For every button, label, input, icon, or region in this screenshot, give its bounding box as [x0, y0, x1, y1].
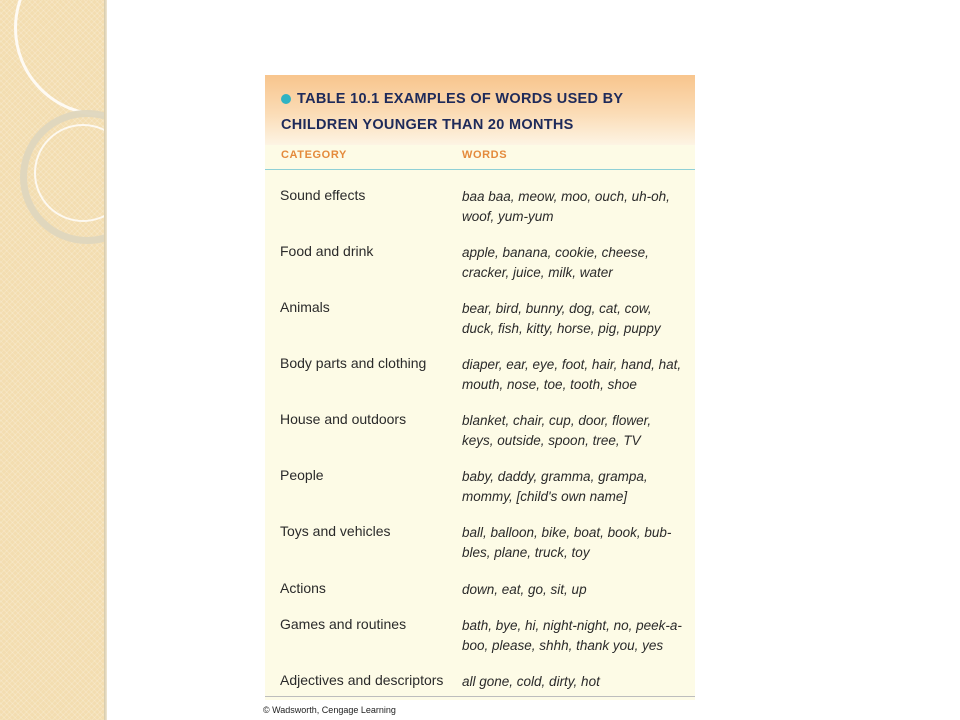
table-row — [265, 355, 695, 405]
category-cell: Food and drink — [280, 243, 374, 259]
column-header-words: WORDS — [462, 149, 508, 161]
words-cell: ball, balloon, bike, boat, book, bub-bles, plane, truck, toy — [462, 525, 672, 560]
word-table — [265, 75, 695, 700]
words-cell: apple, banana, cookie, cheese, cracker, juice, milk, water — [462, 245, 649, 280]
category-cell: Games and routines — [280, 616, 407, 632]
table-bottom-rule — [265, 696, 695, 697]
category-cell: Body parts and clothing — [280, 355, 427, 371]
copyright-credit: © Wadsworth, Cengage Learning — [263, 705, 396, 715]
column-header-category: CATEGORY — [281, 149, 347, 161]
words-cell: baby, daddy, gramma, grampa, mommy, [child's own name] — [462, 469, 648, 504]
words-cell: diaper, ear, eye, foot, hair, hand, hat, mouth, nose, toe, tooth, shoe — [462, 357, 682, 392]
table-row — [265, 467, 695, 517]
header-divider — [265, 169, 695, 170]
table-row — [265, 187, 695, 237]
table-row — [265, 411, 695, 461]
category-cell: Toys and vehicles — [280, 523, 391, 539]
words-cell: bear, bird, bunny, dog, cat, cow, duck, fish, kitty, horse, pig, puppy — [462, 301, 661, 336]
decorative-ring — [14, 0, 104, 116]
category-cell: Animals — [280, 299, 330, 315]
table-row — [265, 616, 695, 666]
table-row — [265, 299, 695, 349]
category-cell: House and outdoors — [280, 411, 407, 427]
table-row — [265, 243, 695, 293]
category-cell: People — [280, 467, 324, 483]
words-cell: all gone, cold, dirty, hot — [462, 674, 600, 689]
table-title-line-1: TABLE 10.1 EXAMPLES OF WORDS USED BY — [297, 91, 624, 107]
words-cell: blanket, chair, cup, door, flower, keys, outside, spoon, tree, TV — [462, 413, 652, 448]
table-row — [265, 672, 695, 694]
category-cell: Sound effects — [280, 187, 366, 203]
decorative-side-band — [0, 0, 104, 720]
table-header — [265, 75, 695, 145]
bullet-icon — [281, 94, 291, 104]
table-title-line-2: CHILDREN YOUNGER THAN 20 MONTHS — [281, 117, 574, 133]
side-band-edge — [104, 0, 107, 720]
words-cell: baa baa, meow, moo, ouch, uh-oh, woof, yum-yum — [462, 189, 670, 224]
words-cell: down, eat, go, sit, up — [462, 582, 587, 597]
words-cell: bath, bye, hi, night-night, no, peek-a-boo, please, shhh, thank you, yes — [462, 618, 682, 653]
category-cell: Adjectives and descriptors — [280, 672, 444, 688]
table-row — [265, 523, 695, 573]
category-cell: Actions — [280, 580, 326, 596]
